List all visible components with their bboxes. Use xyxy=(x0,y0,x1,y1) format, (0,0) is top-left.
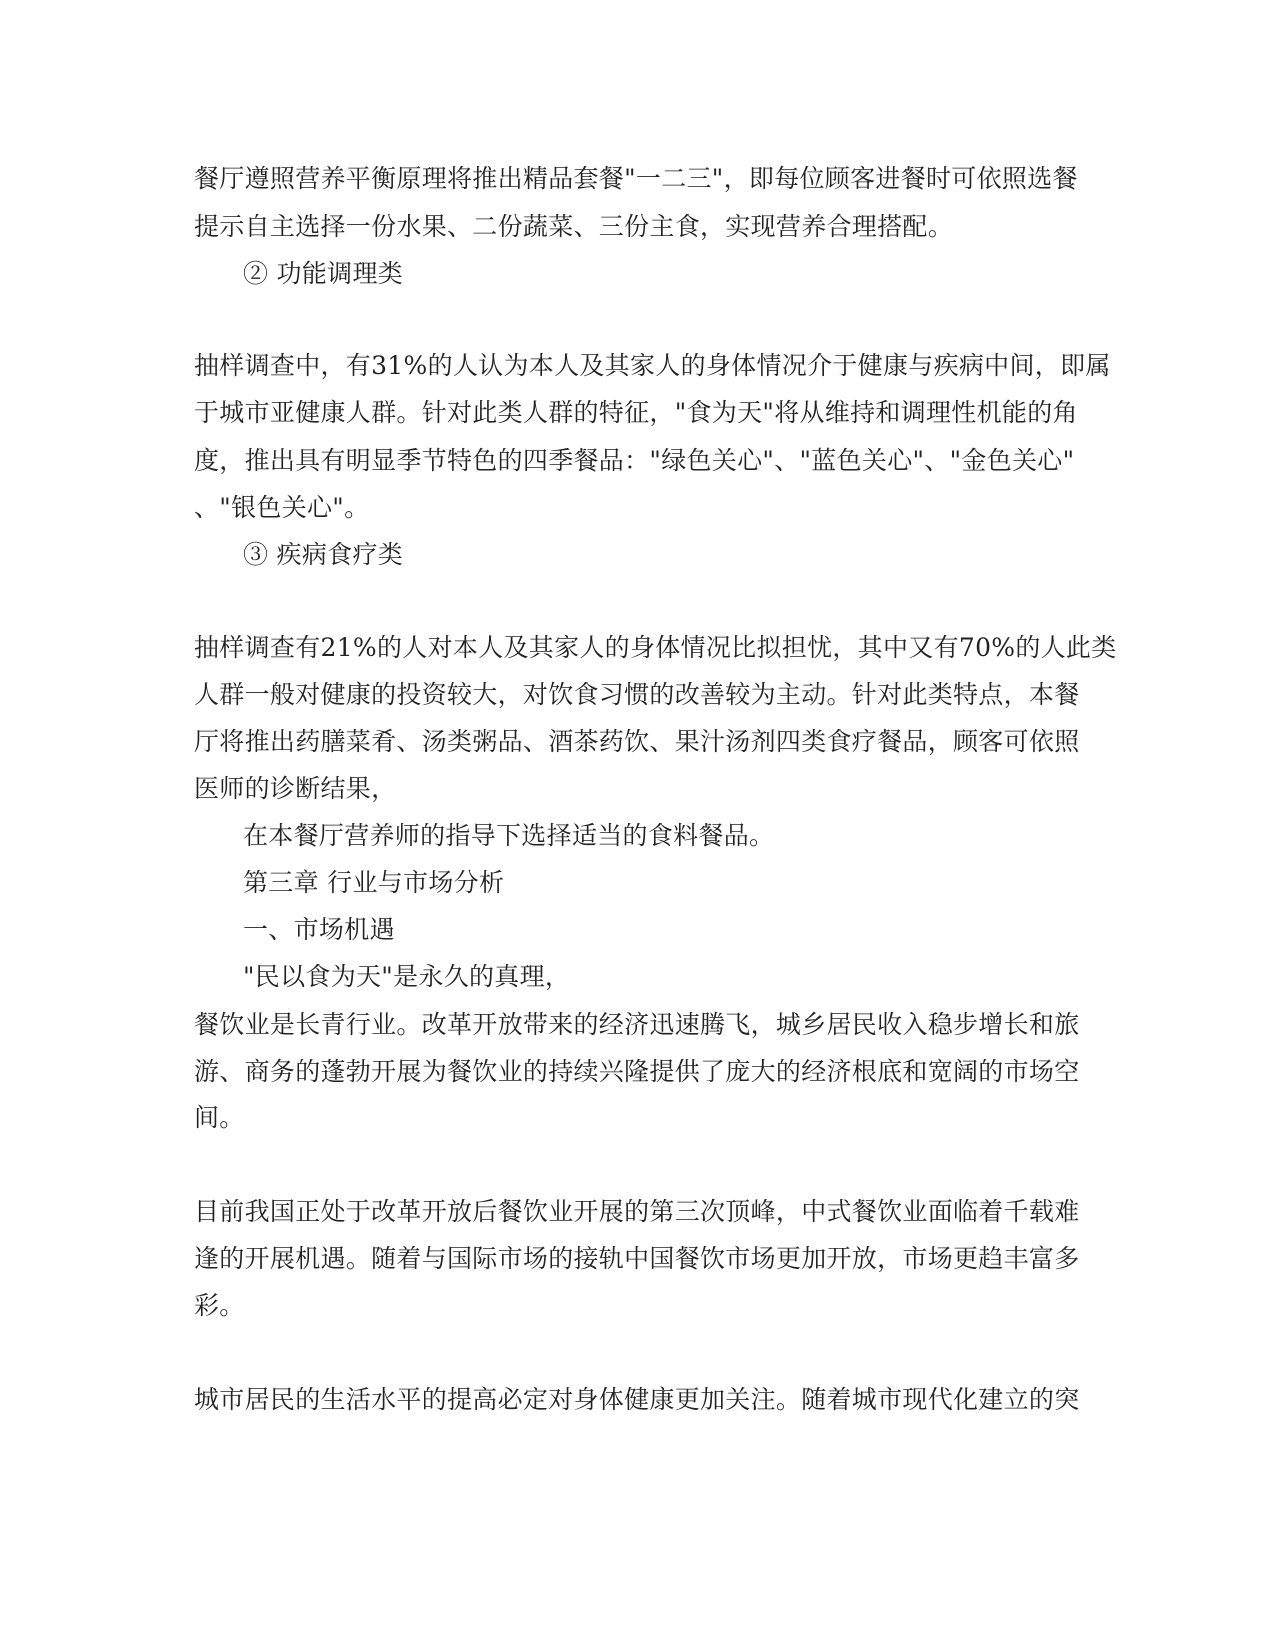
paragraph-peak-line-3: 彩。 xyxy=(194,1291,245,1320)
paragraph-diet-therapy-line-2: 人群一般对健康的投资较大，对饮食习惯的改善较为主动。针对此类特点，本餐 xyxy=(194,680,1080,709)
paragraph-peak-line-1: 目前我国正处于改革开放后餐饮业开展的第三次顶峰，中式餐饮业面临着千载难 xyxy=(194,1197,1080,1226)
section-heading-market-opportunity: 一、市场机遇 xyxy=(243,915,395,944)
paragraph-food-proverb: "民以食为天"是永久的真理， xyxy=(243,962,571,991)
chapter-heading: 第三章 行业与市场分析 xyxy=(243,868,505,897)
paragraph-diet-therapy-line-3: 厅将推出药膳菜肴、汤类粥品、酒茶药饮、果汁汤剂四类食疗餐品，顾客可依照 xyxy=(194,727,1080,756)
paragraph-subhealth-line-1: 抽样调查中，有31%的人认为本人及其家人的身体情况介于健康与疾病中间，即属 xyxy=(194,351,1111,380)
paragraph-industry-line-1: 餐饮业是长青行业。改革开放带来的经济迅速腾飞，城乡居民收入稳步增长和旅 xyxy=(194,1010,1080,1039)
paragraph-urban-residents-line-1: 城市居民的生活水平的提高必定对身体健康更加关注。随着城市现代化建立的突 xyxy=(194,1385,1080,1414)
paragraph-subhealth-line-3: 度，推出具有明显季节特色的四季餐品："绿色关心"、"蓝色关心"、"金色关心" xyxy=(194,446,1075,475)
subheading-function-regulation: ② 功能调理类 xyxy=(243,259,404,288)
paragraph-set-meal-line-1: 餐厅遵照营养平衡原理将推出精品套餐"一二三"，即每位顾客进餐时可依照选餐 xyxy=(194,164,1078,193)
paragraph-diet-therapy-line-1: 抽样调查有21%的人对本人及其家人的身体情况比拟担忧，其中又有70%的人此类 xyxy=(194,633,1117,662)
paragraph-nutritionist-guidance: 在本餐厅营养师的指导下选择适当的食料餐品。 xyxy=(243,821,775,850)
paragraph-diet-therapy-line-4: 医师的诊断结果， xyxy=(194,774,397,803)
paragraph-industry-line-2: 游、商务的蓬勃开展为餐饮业的持续兴隆提供了庞大的经济根底和宽阔的市场空 xyxy=(194,1057,1080,1086)
paragraph-peak-line-2: 逢的开展机遇。随着与国际市场的接轨中国餐饮市场更加开放，市场更趋丰富多 xyxy=(194,1244,1080,1273)
paragraph-industry-line-3: 间。 xyxy=(194,1103,245,1132)
paragraph-subhealth-line-4: 、"银色关心"。 xyxy=(194,493,370,522)
paragraph-subhealth-line-2: 于城市亚健康人群。针对此类人群的特征，"食为天"将从维持和调理性机能的角 xyxy=(194,398,1078,427)
subheading-disease-diet-therapy: ③ 疾病食疗类 xyxy=(243,540,404,569)
paragraph-set-meal-line-2: 提示自主选择一份水果、二份蔬菜、三份主食，实现营养合理搭配。 xyxy=(194,212,954,241)
